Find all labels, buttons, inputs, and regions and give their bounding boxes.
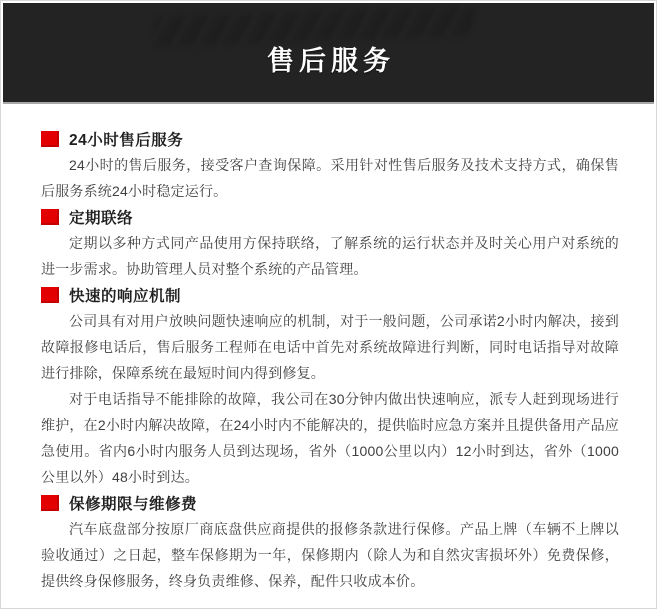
section-paragraph: 定期以多种方式同产品使用方保持联络，了解系统的运行状态并及时关心用户对系统的进一步需求。协助管理人员对整个系统的产品管理。 <box>41 235 619 277</box>
red-square-bullet-icon <box>41 495 59 511</box>
section-heading-row <box>41 282 619 308</box>
section-title: 定期联络 <box>69 210 134 227</box>
section-paragraph: 公司具有对用户放映问题快速响应的机制，对于一般问题，公司承诺2小时内解决，接到故障报修电话后，售后服务工程师在电话中首先对系统故障进行判断，同时电话指导对故障进行排除，保障系统在最短时间内得到修复。 <box>41 313 619 381</box>
section-paragraph: 对于电话指导不能排除的故障，我公司在30分钟内做出快速响应，派专人赶到现场进行维护，在2小时内解决故障，在24小时内不能解决的，提供临时应急方案并且提供备用产品应急使用。省内6小时内服务人员到达现场，省外（1000公里以内）12小时到达，省外（1000公里以外）48小时到达。 <box>41 391 619 485</box>
banner <box>3 3 654 104</box>
section-quick-response <box>41 282 619 490</box>
section-paragraph: 汽车底盘部分按原厂商底盘供应商提供的报修条款进行保修。产品上牌（车辆不上牌以验收通过）之日起，整车保修期为一年，保修期内（除人为和自然灾害损坏外）免费保修，提供终身保修服务，终身负责维修、保养，配件只收成本价。 <box>41 521 619 589</box>
section-title: 保修期限与维修费 <box>69 496 198 513</box>
section-warranty-fees <box>41 490 619 594</box>
section-heading-row <box>41 490 619 516</box>
content-area <box>1 104 656 594</box>
red-square-bullet-icon <box>41 209 59 225</box>
section-heading-row <box>41 126 619 152</box>
section-24h-service <box>41 126 619 204</box>
red-square-bullet-icon <box>41 131 59 147</box>
section-title: 24小时售后服务 <box>69 132 184 149</box>
section-regular-contact <box>41 204 619 282</box>
section-paragraph: 24小时的售后服务，接受客户查询保障。采用针对性售后服务及技术支持方式，确保售后服务系统24小时稳定运行。 <box>41 157 619 199</box>
section-title: 快速的响应机制 <box>69 288 182 305</box>
section-heading-row <box>41 204 619 230</box>
red-square-bullet-icon <box>41 287 59 303</box>
page-title: 售后服务 <box>267 46 395 76</box>
